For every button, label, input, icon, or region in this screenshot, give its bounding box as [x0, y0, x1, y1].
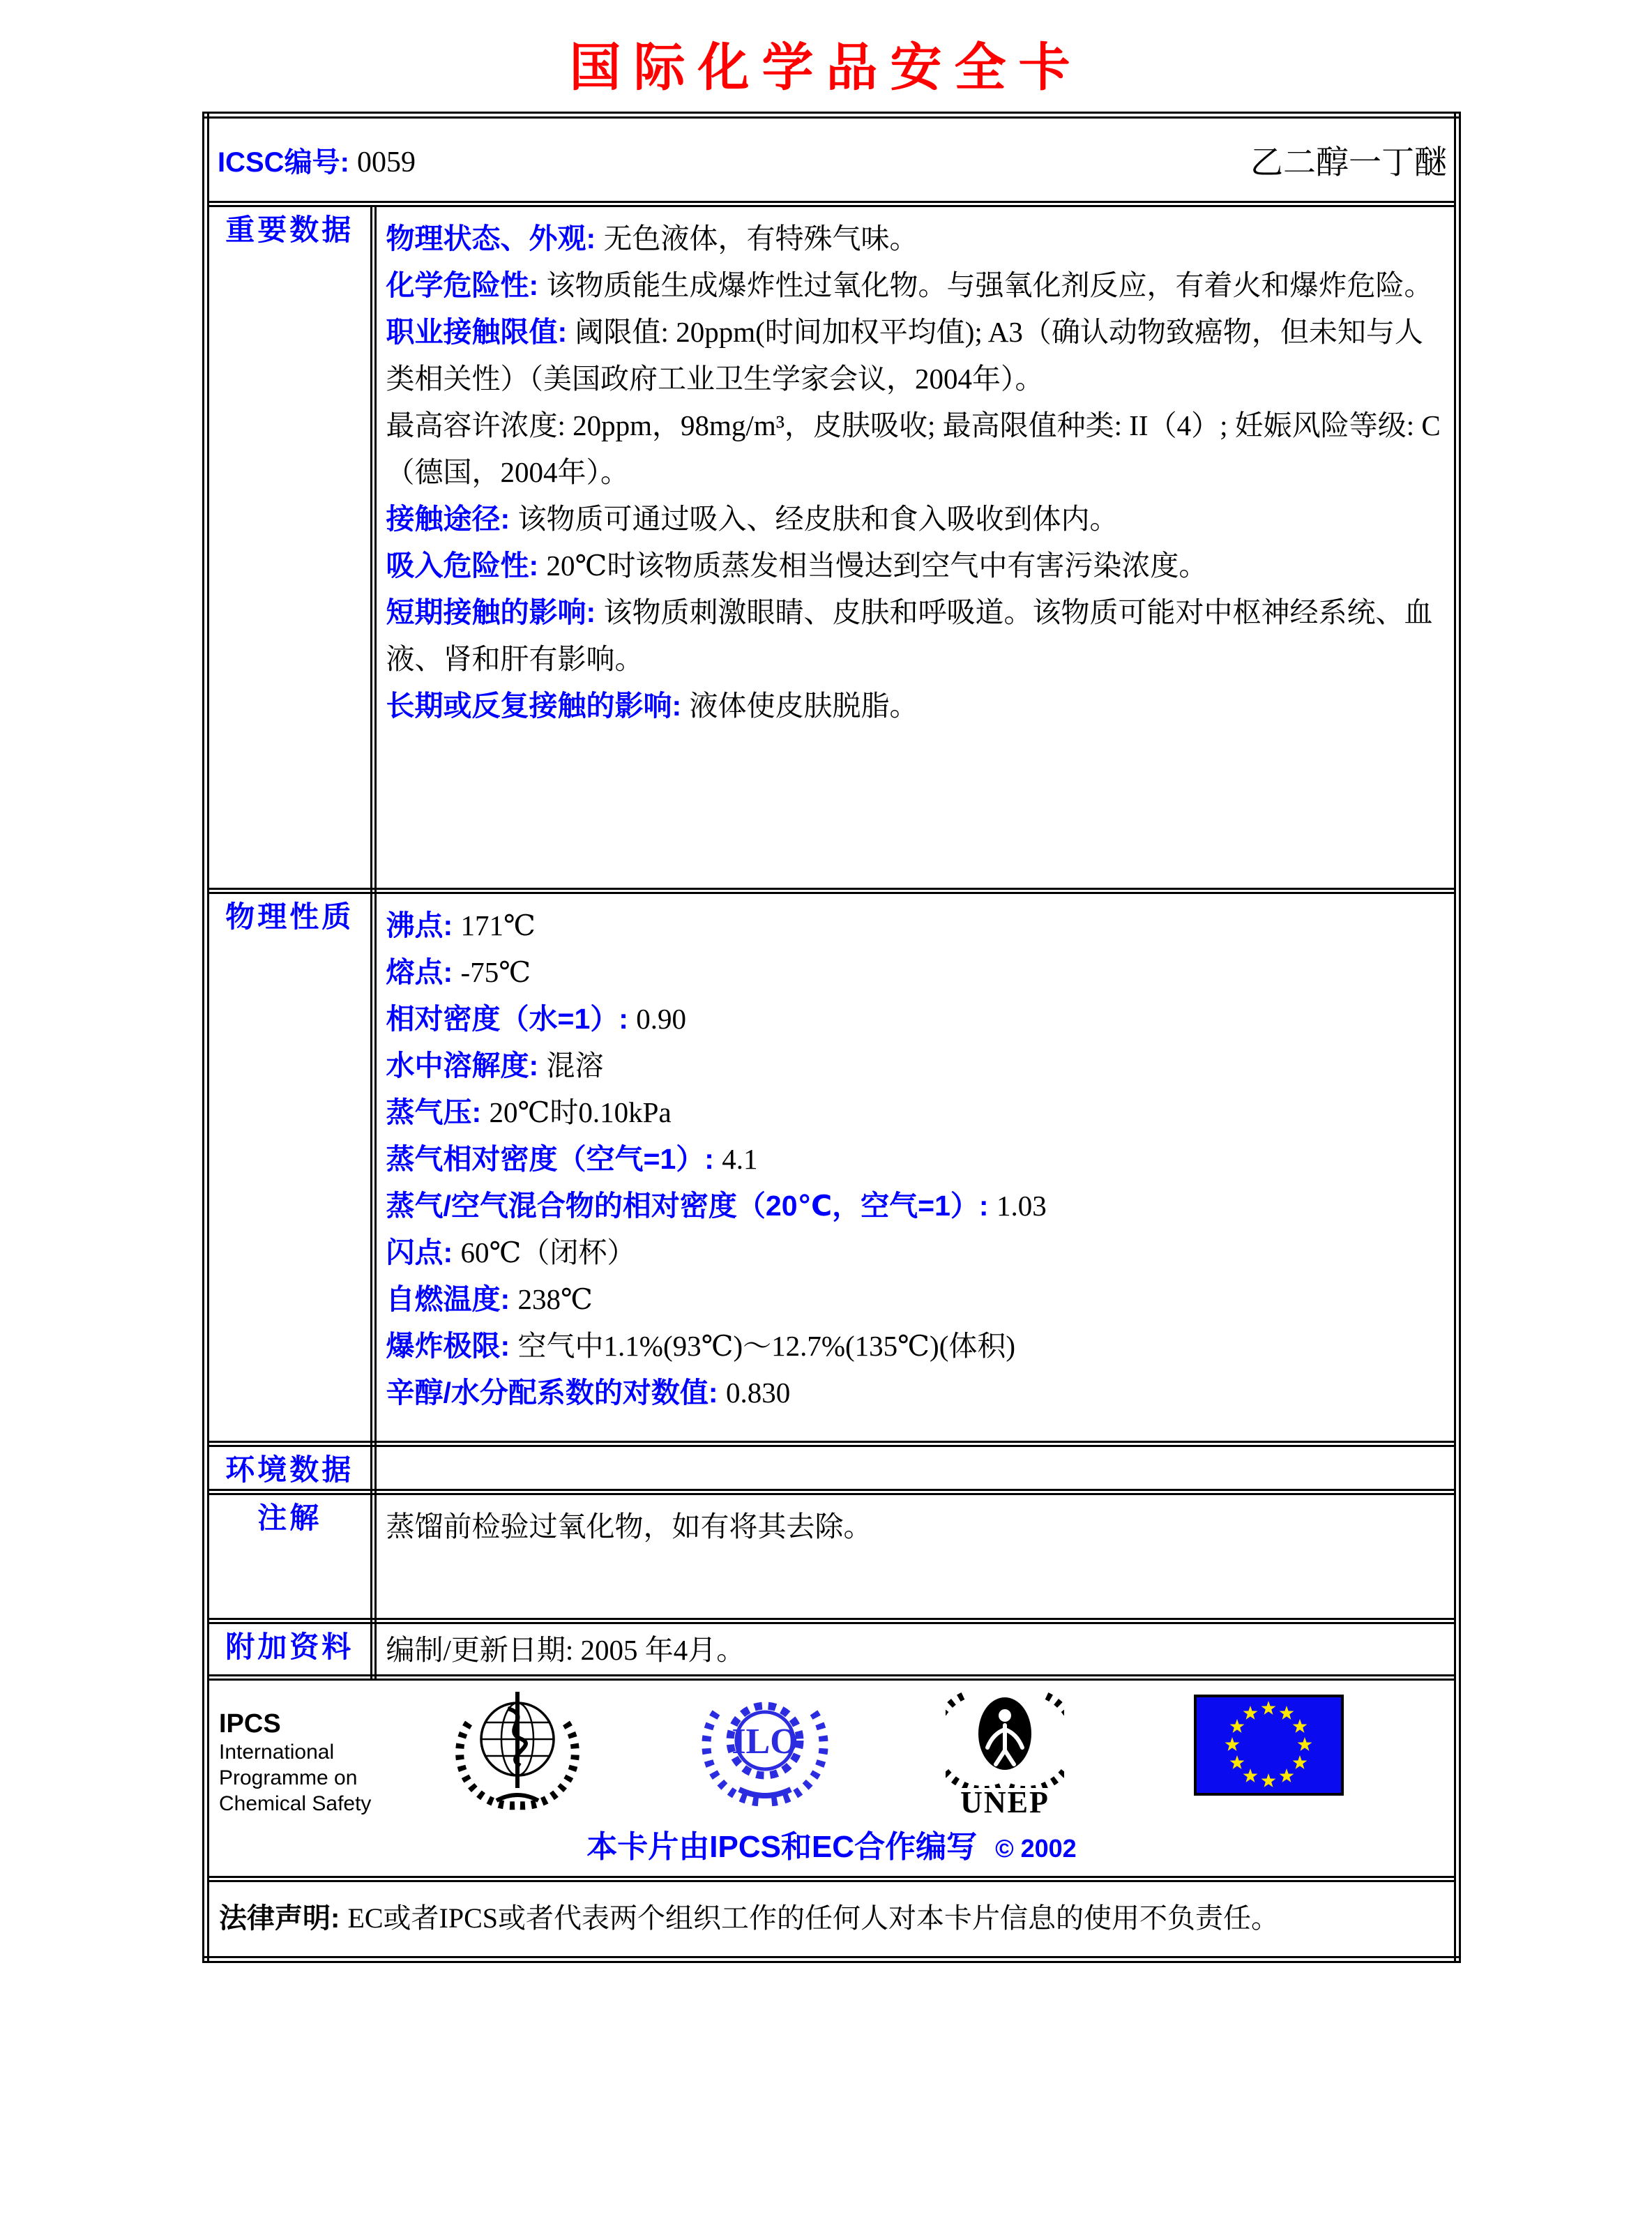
text-line: Programme on — [219, 1766, 358, 1789]
additional-info-content-cell — [373, 1621, 1457, 1678]
data-line — [386, 949, 1445, 996]
additional-info-row — [206, 1621, 1457, 1678]
data-line — [386, 496, 1445, 543]
field-value: 0.90 — [636, 1003, 687, 1035]
icsc-number-label: ICSC编号: — [218, 146, 357, 178]
unep-wordmark: UNEP — [960, 1785, 1049, 1819]
ilo-letters: ILO — [732, 1722, 798, 1762]
field-value: 0.830 — [725, 1377, 791, 1409]
field-value: 1.03 — [996, 1190, 1047, 1222]
field-label: 爆炸极限: — [386, 1330, 518, 1362]
data-line — [386, 1183, 1445, 1229]
ipcs-title: IPCS — [219, 1709, 281, 1738]
field-value: -75℃ — [460, 956, 531, 988]
field-label: 熔点: — [386, 956, 461, 988]
field-value: 液体使皮肤脱脂。 — [689, 690, 918, 722]
notes-label-cell — [206, 1492, 373, 1621]
unep-emblem-icon — [946, 1683, 1064, 1788]
physical-properties-label-cell — [206, 891, 373, 1444]
ipcs-subtitle — [219, 1739, 371, 1817]
field-label: 水中溶解度: — [386, 1050, 547, 1082]
data-line — [386, 1136, 1445, 1183]
notes-content-cell — [373, 1492, 1457, 1621]
field-label: 蒸气/空气混合物的相对密度（20℃，空气=1）: — [386, 1190, 996, 1222]
field-value: 20℃时该物质蒸发相当慢达到空气中有害污染浓度。 — [546, 550, 1208, 582]
chemical-name: 乙二醇一丁醚 — [1250, 144, 1447, 181]
data-line — [386, 262, 1445, 309]
field-label: 短期接触的影响: — [386, 596, 604, 628]
data-line — [386, 902, 1445, 949]
field-label: 蒸气压: — [386, 1096, 490, 1128]
field-value: 空气中1.1%(93℃)～12.7%(135℃)(体积) — [517, 1330, 1016, 1362]
environmental-data-label: 环境数据 — [225, 1453, 354, 1486]
important-data-text — [377, 207, 1455, 736]
field-value: 该物质能生成爆炸性过氧化物。与强氧化剂反应，有着火和爆炸危险。 — [546, 269, 1433, 301]
field-label: 物理状态、外观: — [386, 222, 604, 255]
icsc-number-value: 0059 — [357, 146, 416, 179]
physical-properties-text — [377, 894, 1455, 1423]
unep-logo — [946, 1683, 1064, 1818]
physical-properties-content-cell — [373, 891, 1457, 1444]
icsc-number-field — [218, 140, 416, 180]
important-data-label-cell — [206, 204, 373, 891]
important-data-label: 重要数据 — [225, 213, 354, 246]
additional-info-label-cell — [206, 1621, 373, 1678]
field-value: 60℃（闭杯） — [460, 1236, 636, 1268]
text-line: International — [219, 1741, 335, 1764]
notes-text: 蒸馏前检验过氧化物，如有将其去除。 — [386, 1510, 872, 1543]
important-data-content-cell — [373, 204, 1457, 891]
environmental-data-text — [377, 1447, 1455, 1462]
field-label: 长期或反复接触的影响: — [386, 690, 690, 722]
data-line — [386, 309, 1445, 402]
header-cell — [206, 115, 1457, 204]
legal-label: 法律声明: — [219, 1903, 348, 1934]
data-line — [386, 1043, 1445, 1089]
legal-cell — [206, 1879, 1457, 1960]
data-line — [386, 1229, 1445, 1276]
field-value: 最高容许浓度: 20ppm，98mg/m³，皮肤吸收; 最高限值种类: II（4）; 妊娠风险等级: C（德国，2004年）。 — [386, 409, 1441, 488]
field-label: 职业接触限值: — [386, 316, 575, 348]
environmental-data-label-cell — [206, 1444, 373, 1492]
caption-copyright: © 2002 — [995, 1834, 1077, 1863]
data-line — [386, 1370, 1445, 1416]
field-label: 沸点: — [386, 909, 461, 941]
data-line — [386, 1089, 1445, 1136]
data-line — [386, 589, 1445, 683]
field-label: 吸入危险性: — [386, 550, 547, 582]
additional-info-label: 附加资料 — [225, 1630, 354, 1663]
footer-caption — [209, 1821, 1454, 1866]
who-logo — [455, 1685, 580, 1814]
physical-properties-row — [206, 891, 1457, 1444]
field-value: 该物质可通过吸入、经皮肤和食入吸收到体内。 — [517, 503, 1119, 535]
notes-row — [206, 1492, 1457, 1621]
text-line: Chemical Safety — [219, 1792, 372, 1815]
data-line — [386, 402, 1445, 496]
field-value: 无色液体，有特殊气味。 — [603, 222, 918, 255]
page-title: 国际化学品安全卡 — [569, 38, 1083, 96]
data-line — [386, 543, 1445, 589]
footer-cell — [206, 1678, 1457, 1879]
field-label: 相对密度（水=1）: — [386, 1003, 637, 1035]
legal-statement — [209, 1882, 1454, 1955]
field-label: 接触途径: — [386, 503, 518, 535]
field-label: 闪点: — [386, 1236, 461, 1268]
important-data-row — [206, 204, 1457, 891]
field-value: 阈限值: 20ppm(时间加权平均值); A3（确认动物致癌物，但未知与人类相关性）（美国政府工业卫生学家会议，2004年）。 — [386, 316, 1423, 395]
field-value: 171℃ — [460, 909, 536, 941]
physical-properties-label: 物理性质 — [225, 900, 354, 933]
caption-text: 本卡片由IPCS和EC合作编写 — [586, 1830, 978, 1864]
field-value: 该物质刺激眼睛、皮肤和呼吸道。该物质可能对中枢神经系统、血液、肾和肝有影响。 — [386, 596, 1433, 675]
additional-info-text: 编制/更新日期: 2005 年4月。 — [386, 1634, 745, 1666]
legal-row — [206, 1879, 1457, 1960]
environmental-data-content-cell — [373, 1444, 1457, 1492]
field-label: 辛醇/水分配系数的对数值: — [386, 1377, 726, 1409]
data-line — [386, 215, 1445, 262]
ilo-logo — [699, 1685, 831, 1809]
field-value: 4.1 — [722, 1143, 758, 1175]
data-line — [386, 1276, 1445, 1323]
field-value: 混溶 — [546, 1050, 604, 1082]
field-label: 化学危险性: — [386, 269, 547, 301]
eu-flag — [1194, 1695, 1344, 1796]
data-line — [386, 996, 1445, 1043]
field-label: 蒸气相对密度（空气=1）: — [386, 1143, 722, 1175]
header-row — [206, 115, 1457, 204]
data-line — [386, 683, 1445, 729]
environmental-data-row — [206, 1444, 1457, 1492]
field-label: 自燃温度: — [386, 1283, 518, 1315]
footer-row — [206, 1678, 1457, 1879]
field-value: 238℃ — [517, 1283, 593, 1315]
ipcs-block — [219, 1709, 371, 1817]
legal-text: EC或者IPCS或者代表两个组织工作的任何人对本卡片信息的使用不负责任。 — [347, 1902, 1280, 1934]
data-line — [386, 1323, 1445, 1370]
notes-label: 注解 — [257, 1501, 322, 1534]
icsc-table — [202, 112, 1461, 1963]
field-value: 20℃时0.10kPa — [489, 1096, 672, 1128]
